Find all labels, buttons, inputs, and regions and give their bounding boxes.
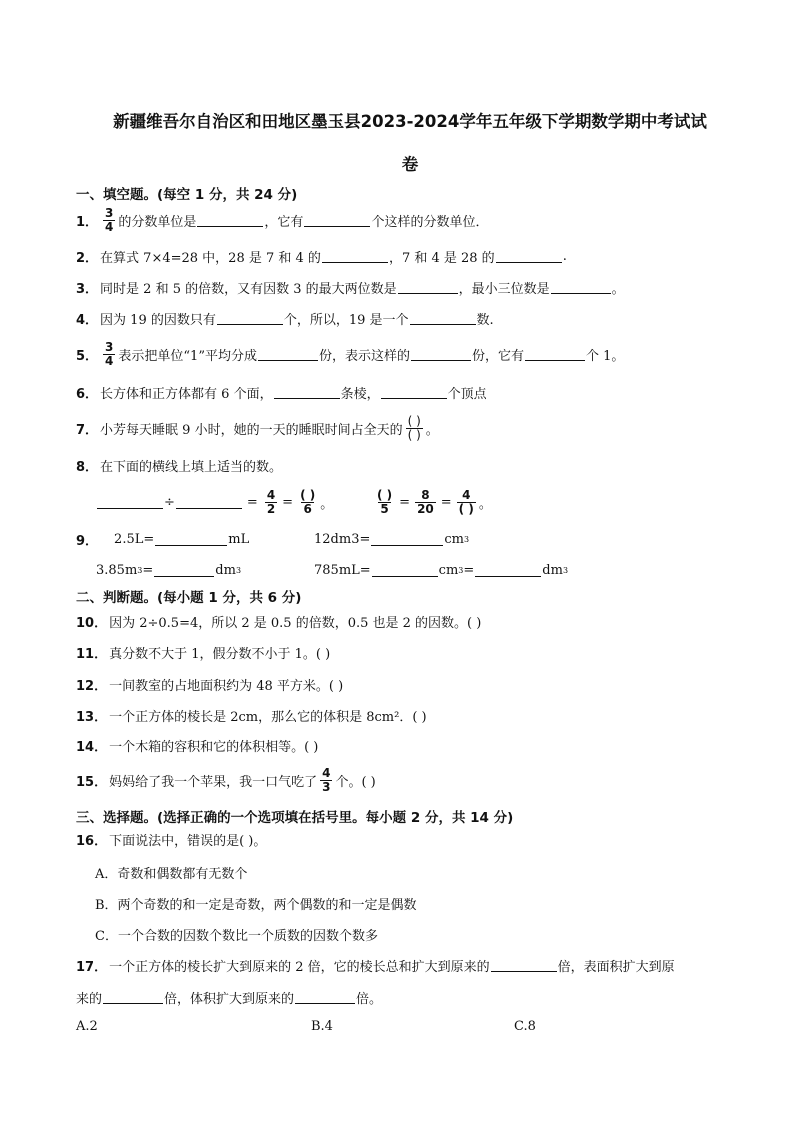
section-heading-fill-in: 一、填空题。(每空 1 分，共 24 分) <box>76 187 298 203</box>
question-8-part-b: $\frac{( )}{5}$ = $\frac{8}{20}$ = $\frac{4}{( )}$ 。 <box>377 487 492 516</box>
question-12: 12． 一间教室的占地面积约为 48 平方米。( ) <box>76 678 344 694</box>
answer-blank[interactable] <box>217 311 283 325</box>
question-14: 14． 一个木箱的容积和它的体积相等。( ) <box>76 739 319 755</box>
question-6: 6． 长方体和正方体都有 6 个面， 条棱， 个顶点 <box>76 386 487 402</box>
page-title-continued: 卷 <box>401 155 419 174</box>
question-7: 7． 小芳每天睡眠 9 小时，她的一天的睡眠时间占全天的 $\frac{( )}{( )}$ 。 <box>76 413 439 442</box>
answer-blank[interactable] <box>304 213 370 227</box>
fraction: $\frac{4}{2}$ <box>266 487 276 516</box>
question-11: 11． 真分数不大于 1，假分数不小于 1。( ) <box>76 646 331 662</box>
option-c[interactable]: C．一个合数的因数个数比一个质数的因数个数多 <box>95 929 378 944</box>
question-15: 15． 妈妈给了我一个苹果，我一口气吃了 $\frac{4}{3}$ 个。( ) <box>76 765 376 794</box>
answer-blank[interactable] <box>322 249 388 263</box>
answer-blank[interactable] <box>491 958 557 972</box>
answer-blank[interactable] <box>197 213 263 227</box>
fraction: $\frac{4}{3}$ <box>322 765 331 794</box>
answer-blank[interactable] <box>274 385 340 399</box>
answer-blank[interactable] <box>410 311 476 325</box>
question-9-row-2-right: 785mL= cm 3 = dm 3 <box>314 562 569 578</box>
question-number: 1． <box>76 214 99 230</box>
answer-blank[interactable] <box>154 563 214 577</box>
answer-blank[interactable] <box>155 532 227 546</box>
question-8: 8． 在下面的横线上填上适当的数。 <box>76 459 283 475</box>
option-a[interactable]: A．奇数和偶数都有无数个 <box>95 867 248 882</box>
answer-blank[interactable] <box>372 563 438 577</box>
fraction-blank[interactable]: $\frac{4}{( )}$ <box>458 487 474 516</box>
answer-blank[interactable] <box>176 495 242 509</box>
answer-blank[interactable] <box>295 990 355 1004</box>
question-13: 13． 一个正方体的棱长是 2cm，那么它的体积是 8cm²．( ) <box>76 709 427 725</box>
fraction-blank[interactable]: $\frac{( )}{( )}$ <box>407 413 421 442</box>
question-4: 4． 因为 19 的因数只有 个，所以，19 是一个 数. <box>76 312 494 328</box>
question-9-row-2: 3.85m 3 = dm 3 <box>96 562 242 578</box>
answer-blank[interactable] <box>258 347 318 361</box>
question-2: 2． 在算式 7×4=28 中，28 是 7 和 4 的 ，7 和 4 是 28 的 . <box>76 248 567 266</box>
fraction-blank[interactable]: $\frac{( )}{6}$ <box>300 487 316 516</box>
question-16: 16． 下面说法中，错误的是( )。 <box>76 833 267 849</box>
answer-blank[interactable] <box>97 495 163 509</box>
answer-blank[interactable] <box>103 990 163 1004</box>
answer-blank[interactable] <box>381 385 447 399</box>
question-3: 3． 同时是 2 和 5 的倍数，又有因数 3 的最大两位数是 ，最小三位数是 。 <box>76 281 625 297</box>
option-b[interactable]: B．两个奇数的和一定是奇数，两个偶数的和一定是偶数 <box>95 898 417 913</box>
answer-blank[interactable] <box>398 280 458 294</box>
fraction-blank[interactable]: $\frac{( )}{5}$ <box>377 487 393 516</box>
section-heading-true-false: 二、判断题。(每小题 1 分，共 6 分) <box>76 590 302 606</box>
answer-blank[interactable] <box>551 280 611 294</box>
answer-blank[interactable] <box>411 347 471 361</box>
question-8-part-a: ÷ = $\frac{4}{2}$ = $\frac{( )}{6}$ 。 <box>96 484 333 520</box>
fraction: $\frac{3}{4}$ <box>105 205 114 234</box>
fraction: $\frac{3}{4}$ <box>105 339 114 368</box>
answer-blank[interactable] <box>496 249 562 263</box>
option-b[interactable]: B.4 <box>311 1019 333 1034</box>
question-1: 1． $\frac{3}{4}$ 的分数单位是 ，它有 个这样的分数单位． <box>76 205 489 234</box>
question-9-row-1-right: 12dm3= cm 3 <box>314 531 470 547</box>
question-10: 10． 因为 2÷0.5=4，所以 2 是 0.5 的倍数，0.5 也是 2 的因数。( ) <box>76 615 482 631</box>
answer-blank[interactable] <box>525 347 585 361</box>
question-5: 5． $\frac{3}{4}$ 表示把单位“1”平均分成 份，表示这样的 份，它有 个 1。 <box>76 339 625 368</box>
section-heading-multiple-choice: 三、选择题。(选择正确的一个选项填在括号里。每小题 2 分，共 14 分) <box>76 810 514 826</box>
question-17-continued: 来的 倍，体积扩大到原来的 倍。 <box>76 991 383 1007</box>
fraction: $\frac{8}{20}$ <box>417 487 434 516</box>
page-title: 新疆维吾尔自治区和田地区墨玉县2023-2024学年五年级下学期数学期中考试试 <box>113 112 707 131</box>
option-a[interactable]: A.2 <box>76 1019 98 1034</box>
question-17: 17． 一个正方体的棱长扩大到原来的 2 倍，它的棱长总和扩大到原来的 倍，表面积扩大到原 <box>76 959 675 975</box>
question-9-row-1: 9． 2.5L= mL <box>76 531 250 549</box>
answer-blank[interactable] <box>475 563 541 577</box>
option-c[interactable]: C.8 <box>514 1019 536 1034</box>
answer-blank[interactable] <box>371 532 443 546</box>
